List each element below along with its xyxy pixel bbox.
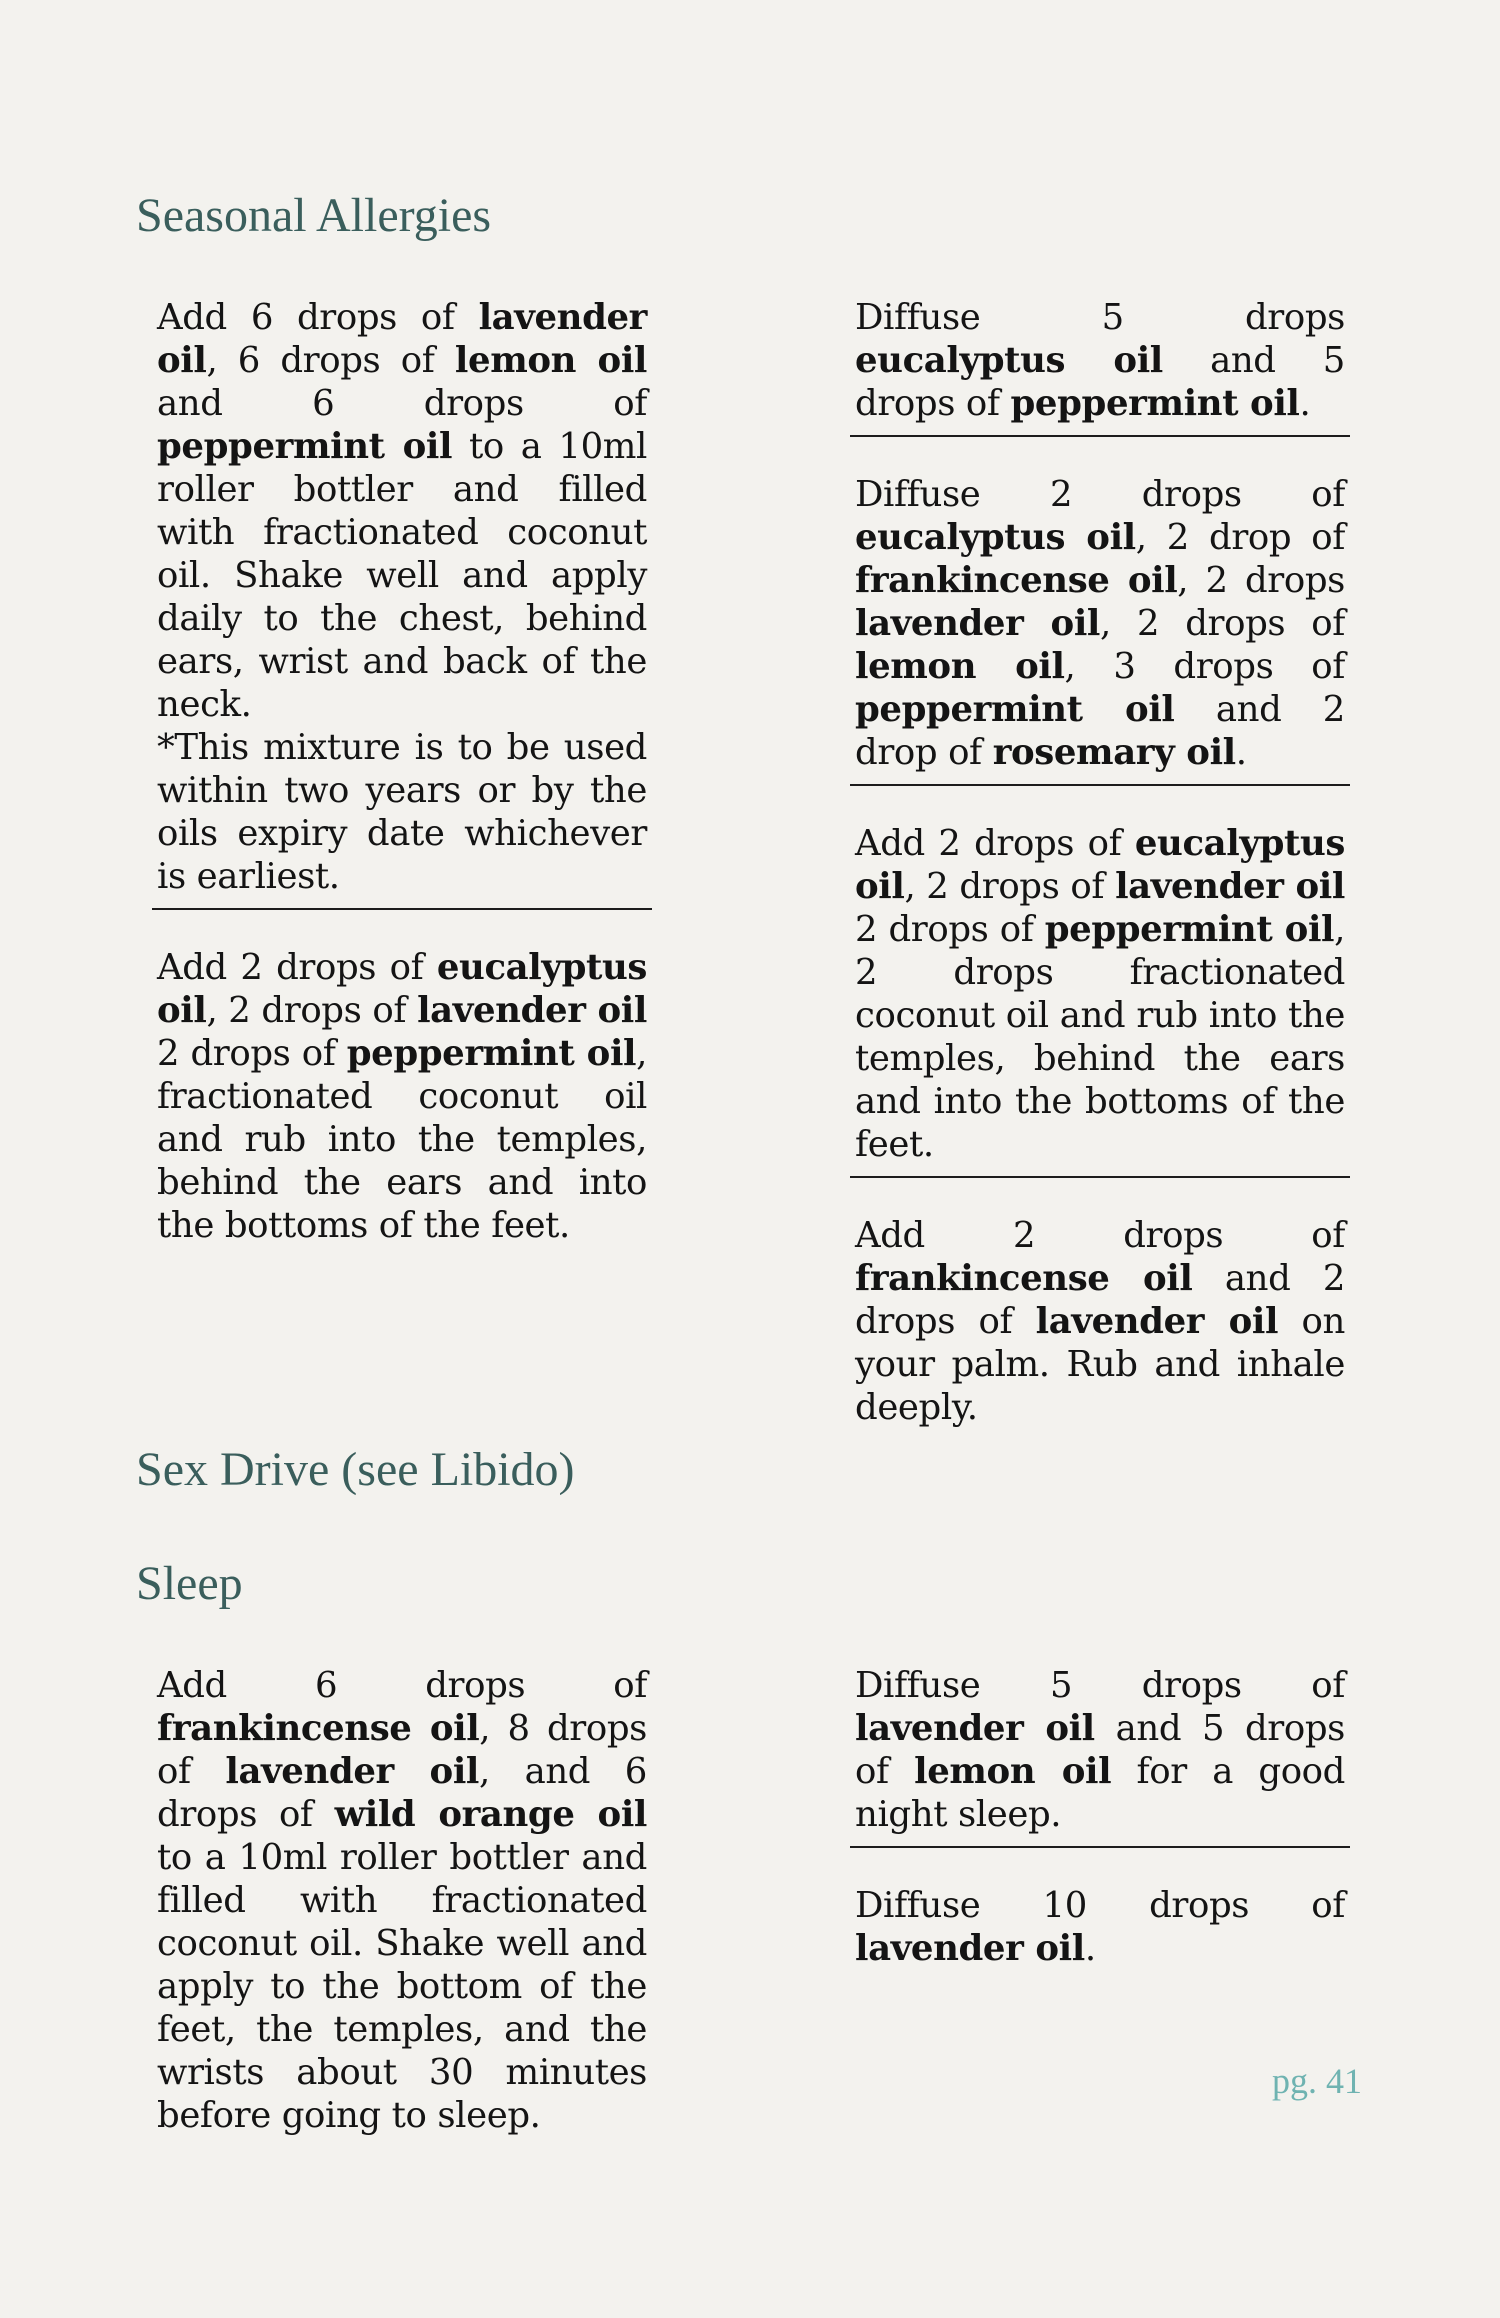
remedy-block <box>152 296 652 898</box>
remedy-text: . <box>1084 1928 1096 1969</box>
oil-name: lavender oil <box>1115 866 1345 907</box>
allergies-right-column <box>850 296 1350 1429</box>
remedy-text: , 2 drops of <box>1100 603 1345 644</box>
divider-rule <box>850 1846 1350 1848</box>
remedy-block <box>850 1884 1350 1970</box>
remedy-text: 2 drops of <box>855 909 1045 950</box>
oil-name: lavender oil <box>855 1928 1085 1969</box>
oil-name: eucalyptus oil <box>855 517 1136 558</box>
remedy-text: to a 10ml roller bottler and filled with fractionated coconut oil. Shake well and apply to the bottom of the feet, the temples, and the wrists about 30 minutes before going to sleep. <box>157 1837 647 2136</box>
remedy-text: Add 2 drops of <box>855 1215 1345 1256</box>
remedy-text: and 2 drop of <box>855 689 1345 773</box>
remedy-block <box>850 822 1350 1166</box>
remedy-paragraph <box>157 1664 647 2137</box>
oil-name: lavender oil <box>225 1751 480 1792</box>
oil-name: wild orange oil <box>334 1794 647 1835</box>
remedy-paragraph <box>157 946 647 1247</box>
oil-name: lemon oil <box>454 340 647 381</box>
remedy-text: , 2 drop of <box>1135 517 1345 558</box>
remedy-paragraph <box>157 296 647 726</box>
sleep-right-column <box>850 1664 1350 1970</box>
oil-name: lavender oil <box>1035 1301 1279 1342</box>
oil-name: frankincense oil <box>157 1708 480 1749</box>
oil-name: eucalyptus oil <box>157 947 647 1031</box>
heading-sex-drive: Sex Drive (see Libido) <box>136 1443 575 1496</box>
remedy-paragraph <box>855 296 1345 425</box>
oil-name: lavender oil <box>417 990 647 1031</box>
remedy-paragraph <box>855 822 1345 1166</box>
remedy-paragraph <box>855 473 1345 774</box>
heading-sleep: Sleep <box>136 1557 243 1610</box>
oil-name: lavender oil <box>855 1708 1095 1749</box>
remedy-text: , 2 drops fractionated coconut oil and rub into the temples, behind the ears and into the bottoms of the feet. <box>855 909 1346 1165</box>
remedy-paragraph <box>855 1214 1345 1429</box>
remedy-block <box>152 1664 652 2137</box>
remedy-paragraph <box>855 1664 1345 1836</box>
remedy-text: and 5 drops of <box>855 340 1345 424</box>
remedy-text: Diffuse 5 drops <box>855 297 1345 338</box>
sleep-left-column <box>152 1664 652 2137</box>
remedy-text: , and 6 drops of <box>157 1751 647 1835</box>
remedy-text: Add 2 drops of <box>855 823 1135 864</box>
remedy-text: and 2 drops of <box>855 1258 1346 1342</box>
remedy-text: Add 6 drops of <box>157 297 479 338</box>
remedy-text: on your palm. Rub and inhale deeply. <box>855 1301 1345 1428</box>
remedy-text: Diffuse 2 drops of <box>855 474 1345 515</box>
remedy-text: . <box>1299 383 1311 424</box>
oil-name: lemon oil <box>855 646 1065 687</box>
divider-rule <box>850 1176 1350 1178</box>
remedy-text: for a good night sleep. <box>855 1751 1345 1835</box>
remedy-text: Add 2 drops of <box>157 947 437 988</box>
remedy-text: 2 drops of <box>157 1033 347 1074</box>
oil-name: peppermint oil <box>1044 909 1335 950</box>
remedy-block <box>850 473 1350 774</box>
remedy-block <box>850 1214 1350 1429</box>
remedy-block <box>850 1664 1350 1836</box>
divider-rule <box>850 784 1350 786</box>
heading-seasonal-allergies: Seasonal Allergies <box>136 189 492 242</box>
remedy-text: , 6 drops of <box>206 340 455 381</box>
divider-rule <box>850 435 1350 437</box>
remedy-text: and 5 drops of <box>855 1708 1345 1792</box>
page-number: pg. 41 <box>1272 2061 1362 2101</box>
oil-name: lavender oil <box>855 603 1101 644</box>
remedy-text: *This mixture is to be used within two years or by the oils expiry date whichever is earliest. <box>157 727 647 897</box>
remedy-block <box>850 296 1350 425</box>
remedy-block <box>152 946 652 1247</box>
oil-name: frankincense oil <box>855 1258 1193 1299</box>
divider-rule <box>152 908 652 910</box>
remedy-text: , 2 drops of <box>206 990 418 1031</box>
remedy-text: , fractionated coconut oil and rub into the temples, behind the ears and into the bottoms of the feet. <box>157 1033 648 1246</box>
remedy-text: , 8 drops of <box>157 1708 647 1792</box>
remedy-text: . <box>1235 732 1247 773</box>
allergies-left-column <box>152 296 652 1247</box>
remedy-text: Diffuse 5 drops of <box>855 1665 1345 1706</box>
remedy-text: , 2 drops <box>1177 560 1345 601</box>
remedy-paragraph <box>855 1884 1345 1970</box>
remedy-text: , 3 drops of <box>1064 646 1345 687</box>
remedy-text: and 6 drops of <box>157 383 647 424</box>
oil-name: peppermint oil <box>855 689 1175 730</box>
oil-name: peppermint oil <box>157 426 453 467</box>
oil-name: eucalyptus oil <box>855 823 1345 907</box>
remedy-text: Add 6 drops of <box>157 1665 647 1706</box>
oil-name: rosemary oil <box>992 732 1236 773</box>
oil-name: peppermint oil <box>1010 383 1300 424</box>
remedy-text: , 2 drops of <box>904 866 1116 907</box>
oil-name: frankincense oil <box>855 560 1178 601</box>
oil-name: peppermint oil <box>346 1033 637 1074</box>
oil-name: lemon oil <box>914 1751 1112 1792</box>
remedy-text: Diffuse 10 drops of <box>855 1885 1345 1926</box>
oil-name: eucalyptus oil <box>855 340 1163 381</box>
oil-name: lavender oil <box>157 297 647 381</box>
remedy-paragraph <box>157 726 647 898</box>
remedy-text: to a 10ml roller bottler and filled with fractionated coconut oil. Shake well and apply daily to the chest, behind ears, wrist and back of the neck. <box>157 426 647 725</box>
